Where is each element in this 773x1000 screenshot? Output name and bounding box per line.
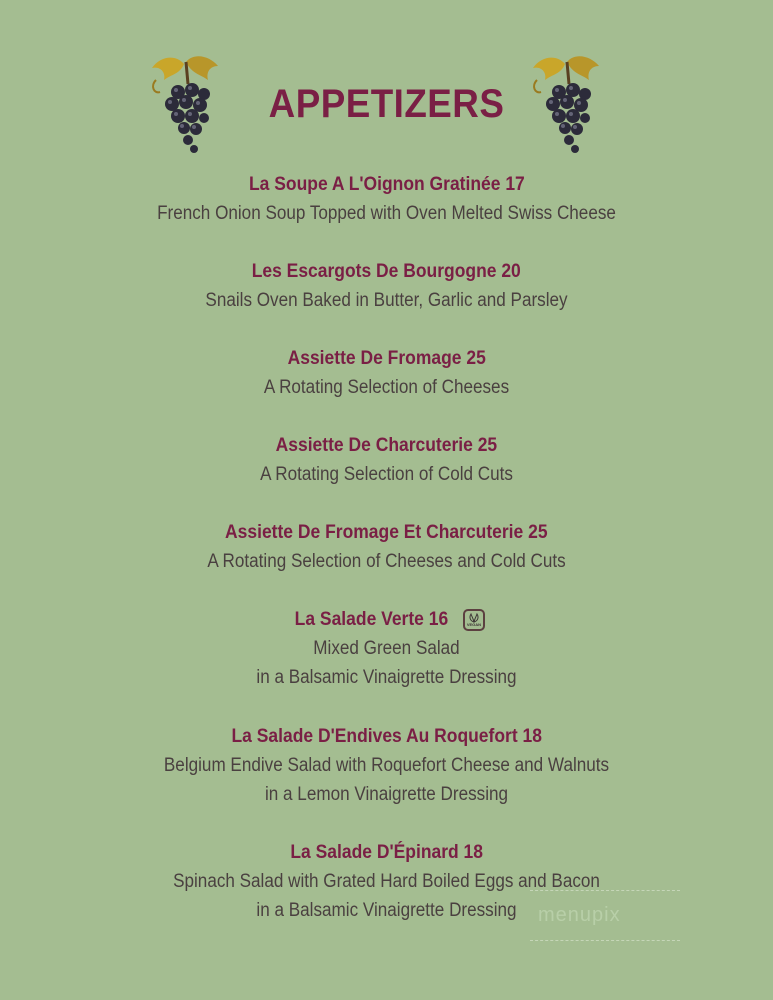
menu-item bbox=[0, 258, 773, 315]
menu-item-name: La Salade Verte 16 bbox=[294, 609, 449, 630]
menu-item-description: French Onion Soup Topped with Oven Melted Swiss Cheese bbox=[157, 203, 616, 224]
watermark-divider bbox=[530, 890, 680, 891]
menu-item-description: Belgium Endive Salad with Roquefort Cheese and Walnuts bbox=[163, 755, 610, 776]
menu-item bbox=[0, 171, 773, 228]
menu-item-description: in a Lemon Vinaigrette Dressing bbox=[264, 784, 509, 805]
menu-item bbox=[0, 723, 773, 809]
menu-item-name: La Soupe A L'Oignon Gratinée 17 bbox=[248, 174, 525, 195]
menu-item-name: Assiette De Fromage 25 bbox=[287, 348, 486, 369]
menu-item bbox=[0, 432, 773, 489]
menu-item-name: La Salade D'Endives Au Roquefort 18 bbox=[231, 726, 542, 747]
menu-item-description: in a Balsamic Vinaigrette Dressing bbox=[256, 667, 517, 688]
menu-item-description: Snails Oven Baked in Butter, Garlic and Parsley bbox=[205, 290, 568, 311]
menu-item-description: A Rotating Selection of Cheeses and Cold Cuts bbox=[207, 551, 566, 572]
menu-item-name: La Salade D'Épinard 18 bbox=[290, 842, 483, 863]
menu-item bbox=[0, 345, 773, 402]
menu-item-description: A Rotating Selection of Cold Cuts bbox=[260, 464, 513, 485]
menu-item-description: Mixed Green Salad bbox=[313, 638, 460, 659]
vegan-badge bbox=[463, 609, 485, 631]
page-title: APPETIZERS bbox=[268, 82, 505, 126]
watermark-divider bbox=[530, 940, 680, 941]
menu-item bbox=[0, 519, 773, 576]
menu-item-description: in a Balsamic Vinaigrette Dressing bbox=[256, 900, 517, 921]
menu-item-name: Assiette De Charcuterie 25 bbox=[275, 435, 498, 456]
menu-item-name: Assiette De Fromage Et Charcuterie 25 bbox=[225, 522, 548, 543]
menu-item bbox=[0, 839, 773, 925]
vegan-label: VEGAN bbox=[466, 622, 482, 627]
menu-item-description: Spinach Salad with Grated Hard Boiled Eggs and Bacon bbox=[173, 871, 600, 892]
menu-item-description: A Rotating Selection of Cheeses bbox=[263, 377, 510, 398]
menu-item-name: Les Escargots De Bourgogne 20 bbox=[251, 261, 522, 282]
watermark: menupix bbox=[538, 904, 621, 926]
menu-item bbox=[0, 606, 773, 692]
